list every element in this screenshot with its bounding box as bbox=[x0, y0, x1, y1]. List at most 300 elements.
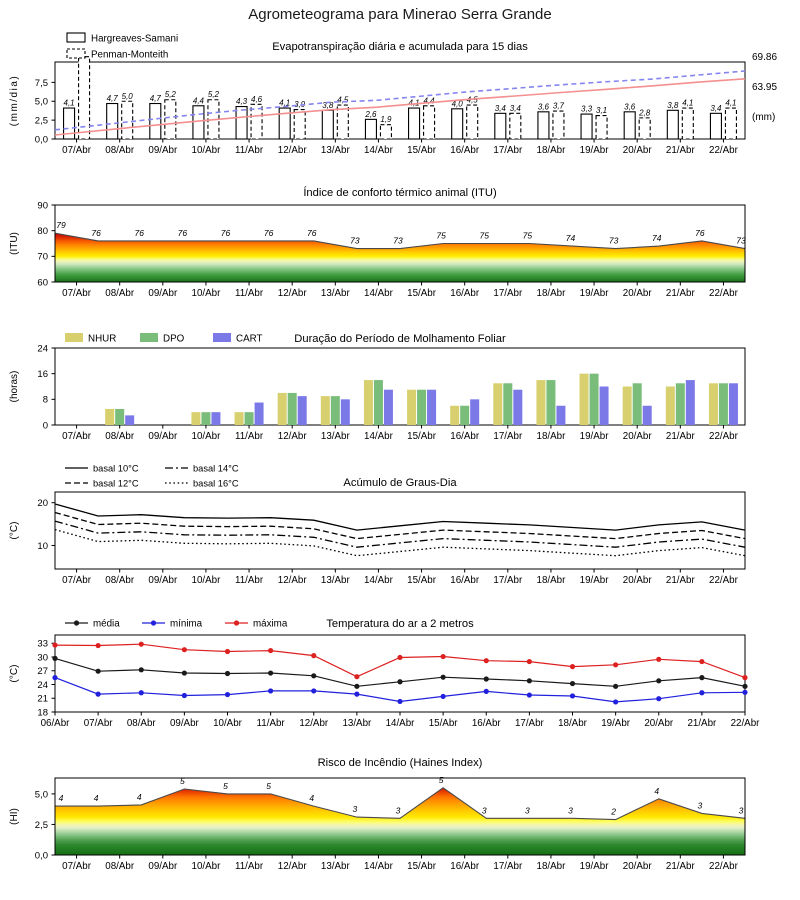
marker-mínima bbox=[225, 692, 230, 697]
point-value-label: 73 bbox=[350, 235, 360, 246]
marker-mínima bbox=[656, 696, 661, 701]
bar-dpo bbox=[331, 396, 340, 425]
point-value-label: 3 bbox=[395, 805, 401, 816]
x-tick-label: 14/Abr bbox=[364, 288, 393, 299]
bar-nhur bbox=[191, 412, 200, 425]
bar-hargreaves bbox=[236, 107, 247, 139]
point-value-label: 5 bbox=[266, 780, 271, 791]
y-tick-label: 0 bbox=[42, 420, 48, 432]
bar-hargreaves bbox=[452, 109, 463, 139]
bar-value-label: 5,0 bbox=[121, 91, 133, 101]
x-tick-label: 10/Abr bbox=[213, 718, 242, 729]
point-value-label: 76 bbox=[263, 227, 274, 238]
x-tick-label: 22/Abr bbox=[709, 431, 738, 442]
bar-value-label: 4,4 bbox=[192, 96, 204, 106]
y-tick-label: 30 bbox=[37, 652, 48, 664]
y-tick-label: 33 bbox=[37, 638, 48, 650]
bar-value-label: 5,2 bbox=[164, 90, 176, 100]
y-tick-label: 16 bbox=[37, 369, 48, 381]
point-value-label: 3 bbox=[481, 805, 487, 816]
chart-title: Acúmulo de Graus-Dia bbox=[343, 477, 457, 489]
x-tick-label: 10/Abr bbox=[191, 431, 221, 442]
marker-máxima bbox=[354, 674, 359, 679]
line-basal10C bbox=[55, 504, 745, 530]
bar-value-label: 4,1 bbox=[408, 98, 420, 108]
bar-cart bbox=[125, 415, 134, 425]
x-tick-label: 21/Abr bbox=[665, 145, 695, 156]
legend-label-basal: basal 16°C bbox=[193, 478, 239, 489]
marker-máxima bbox=[225, 649, 230, 654]
bar-penman bbox=[380, 125, 391, 139]
bar-cart bbox=[686, 380, 695, 425]
marker-máxima bbox=[527, 659, 532, 664]
marker-mínima bbox=[268, 688, 273, 693]
marker-mínima bbox=[311, 688, 316, 693]
chart-title: Risco de Incêndio (Haines Index) bbox=[317, 757, 483, 769]
bar-value-label: 4,7 bbox=[106, 94, 118, 104]
bar-cart bbox=[255, 403, 264, 425]
point-value-label: 76 bbox=[220, 227, 231, 238]
bar-dpo bbox=[374, 380, 383, 425]
x-tick-label: 21/Abr bbox=[687, 718, 717, 729]
x-tick-label: 15/Abr bbox=[407, 145, 436, 156]
x-tick-label: 15/Abr bbox=[407, 288, 436, 299]
x-tick-label: 07/Abr bbox=[62, 288, 91, 299]
bar-value-label: 4,4 bbox=[423, 96, 435, 106]
legend-label-basal: basal 14°C bbox=[193, 463, 239, 474]
bar-dpo bbox=[115, 409, 124, 425]
x-tick-label: 20/Abr bbox=[622, 861, 652, 872]
legend-label-basal: basal 10°C bbox=[93, 463, 139, 474]
marker-média bbox=[354, 684, 359, 689]
x-tick-label: 09/Abr bbox=[148, 575, 178, 586]
bar-cart bbox=[384, 390, 393, 425]
y-tick-label: 18 bbox=[37, 707, 48, 719]
bar-penman bbox=[725, 108, 736, 139]
chart-temp bbox=[9, 618, 760, 729]
y-axis-label: (HI) bbox=[9, 808, 20, 825]
line-basal14C bbox=[55, 521, 745, 547]
x-tick-label: 12/Abr bbox=[277, 145, 307, 156]
bar-value-label: 2,8 bbox=[639, 108, 651, 118]
y-tick-label: 5,0 bbox=[34, 789, 48, 801]
bar-nhur bbox=[709, 383, 718, 425]
bar-dpo bbox=[633, 383, 642, 425]
marker-média bbox=[742, 684, 747, 689]
marker-média bbox=[182, 670, 187, 675]
x-tick-label: 07/Abr bbox=[83, 718, 113, 729]
point-value-label: 75 bbox=[522, 230, 533, 241]
x-tick-label: 19/Abr bbox=[579, 431, 609, 442]
marker-média bbox=[441, 675, 446, 680]
x-tick-label: 08/Abr bbox=[105, 861, 135, 872]
point-value-label: 3 bbox=[738, 805, 744, 816]
x-tick-label: 13/Abr bbox=[320, 288, 350, 299]
bar-value-label: 5,2 bbox=[207, 90, 219, 100]
hargreaves-total-label: 63.95 bbox=[752, 82, 778, 93]
bar-hargreaves bbox=[667, 110, 678, 139]
point-value-label: 73 bbox=[393, 235, 403, 246]
x-tick-label: 21/Abr bbox=[665, 431, 695, 442]
bar-dpo bbox=[460, 406, 469, 425]
x-tick-label: 13/Abr bbox=[320, 575, 350, 586]
legend-label-basal: basal 12°C bbox=[93, 478, 139, 489]
x-tick-label: 08/Abr bbox=[105, 145, 135, 156]
x-tick-label: 09/Abr bbox=[148, 431, 178, 442]
marker-mínima bbox=[441, 694, 446, 699]
bar-nhur bbox=[364, 380, 373, 425]
chart-etp bbox=[9, 33, 777, 156]
x-tick-label: 08/Abr bbox=[105, 575, 135, 586]
bar-hargreaves bbox=[409, 108, 420, 139]
y-tick-label: 21 bbox=[37, 693, 48, 705]
y-tick-label: 24 bbox=[37, 343, 48, 355]
bar-penman bbox=[337, 105, 348, 139]
bar-value-label: 4,0 bbox=[451, 99, 463, 109]
marker-máxima bbox=[613, 662, 618, 667]
marker-mínima bbox=[96, 692, 101, 697]
point-value-label: 5 bbox=[223, 780, 228, 791]
x-tick-label: 17/Abr bbox=[493, 575, 523, 586]
bar-value-label: 4,1 bbox=[63, 98, 75, 108]
bar-nhur bbox=[235, 412, 244, 425]
point-value-label: 74 bbox=[652, 233, 662, 244]
bar-cart bbox=[600, 387, 609, 426]
bar-value-label: 3,1 bbox=[596, 106, 608, 116]
y-tick-label: 60 bbox=[37, 277, 48, 289]
y-axis-label: (ITU) bbox=[9, 232, 20, 255]
x-tick-label: 22/Abr bbox=[709, 145, 738, 156]
bar-value-label: 3,6 bbox=[624, 102, 636, 112]
y-tick-label: 80 bbox=[37, 226, 48, 238]
x-tick-label: 10/Abr bbox=[191, 575, 221, 586]
marker-mínima bbox=[570, 693, 575, 698]
chart-mol bbox=[9, 333, 745, 442]
point-value-label: 75 bbox=[479, 230, 489, 241]
x-tick-label: 14/Abr bbox=[364, 145, 393, 156]
marker-mínima bbox=[527, 692, 532, 697]
bar-cart bbox=[427, 390, 436, 425]
x-tick-label: 12/Abr bbox=[299, 718, 329, 729]
x-tick-label: 18/Abr bbox=[558, 718, 587, 729]
point-value-label: 4 bbox=[136, 791, 142, 802]
bar-nhur bbox=[536, 380, 545, 425]
point-value-label: 79 bbox=[56, 220, 66, 231]
legend-label-média: média bbox=[93, 618, 120, 630]
x-tick-label: 17/Abr bbox=[493, 288, 523, 299]
marker-média bbox=[527, 678, 532, 683]
bar-dpo bbox=[245, 412, 254, 425]
marker-média bbox=[268, 670, 273, 675]
x-tick-label: 11/Abr bbox=[234, 431, 264, 442]
bar-dpo bbox=[590, 374, 599, 425]
y-tick-label: 20 bbox=[37, 498, 48, 510]
marker-máxima bbox=[311, 653, 316, 658]
y-tick-label: 0,0 bbox=[34, 134, 48, 146]
x-tick-label: 11/Abr bbox=[256, 718, 285, 729]
x-tick-label: 07/Abr bbox=[62, 431, 91, 442]
bar-value-label: 3,3 bbox=[581, 104, 593, 114]
x-tick-label: 07/Abr bbox=[62, 145, 91, 156]
marker-máxima bbox=[182, 647, 187, 652]
bar-penman bbox=[553, 111, 564, 139]
y-tick-label: 2,5 bbox=[34, 115, 48, 127]
point-value-label: 4 bbox=[58, 793, 64, 804]
legend-label-nhur: NHUR bbox=[88, 333, 117, 345]
bar-cart bbox=[729, 383, 738, 425]
legend-label-máxima: máxima bbox=[253, 618, 288, 630]
bar-value-label: 3,7 bbox=[552, 101, 564, 111]
legend-swatch-hargreaves bbox=[67, 33, 85, 42]
x-tick-label: 16/Abr bbox=[450, 861, 480, 872]
x-tick-label: 09/Abr bbox=[148, 861, 178, 872]
marker-média bbox=[96, 669, 101, 674]
x-tick-label: 21/Abr bbox=[665, 575, 695, 586]
bar-value-label: 3,8 bbox=[667, 100, 679, 110]
x-tick-label: 20/Abr bbox=[622, 145, 652, 156]
bar-value-label: 3,9 bbox=[294, 100, 306, 110]
x-tick-label: 17/Abr bbox=[514, 718, 544, 729]
legend-label-mínima: mínima bbox=[170, 618, 203, 630]
bar-cart bbox=[470, 399, 479, 425]
x-tick-label: 11/Abr bbox=[234, 145, 264, 156]
point-value-label: 5 bbox=[438, 774, 444, 785]
bar-nhur bbox=[278, 393, 287, 425]
bar-penman bbox=[165, 100, 176, 139]
x-tick-label: 20/Abr bbox=[622, 288, 652, 299]
x-tick-label: 17/Abr bbox=[493, 431, 523, 442]
x-tick-label: 08/Abr bbox=[105, 288, 135, 299]
point-value-label: 76 bbox=[695, 227, 705, 238]
point-value-label: 3 bbox=[352, 804, 358, 815]
bar-dpo bbox=[503, 383, 512, 425]
unit-label: (mm) bbox=[752, 112, 776, 123]
bar-hargreaves bbox=[322, 110, 333, 139]
x-tick-label: 18/Abr bbox=[536, 861, 566, 872]
marker-mínima bbox=[484, 689, 489, 694]
point-value-label: 76 bbox=[91, 227, 101, 238]
x-tick-label: 18/Abr bbox=[536, 145, 566, 156]
bar-hargreaves bbox=[538, 112, 549, 139]
marker-média bbox=[311, 673, 316, 678]
x-tick-label: 16/Abr bbox=[450, 145, 480, 156]
bar-dpo bbox=[719, 383, 728, 425]
x-tick-label: 12/Abr bbox=[277, 861, 307, 872]
page-title: Agrometeograma para Minerao Serra Grande bbox=[248, 6, 552, 23]
bar-penman bbox=[122, 101, 133, 139]
marker-máxima bbox=[484, 658, 489, 663]
x-tick-label: 13/Abr bbox=[320, 431, 350, 442]
marker-mínima bbox=[182, 693, 187, 698]
point-value-label: 76 bbox=[134, 227, 144, 238]
bar-penman bbox=[596, 116, 607, 139]
legend-marker-máxima bbox=[234, 620, 239, 625]
marker-mínima bbox=[52, 675, 57, 680]
marker-mínima bbox=[699, 690, 704, 695]
bar-penman bbox=[424, 106, 435, 139]
x-tick-label: 22/Abr bbox=[709, 288, 738, 299]
bar-dpo bbox=[288, 393, 297, 425]
x-tick-label: 19/Abr bbox=[579, 145, 609, 156]
bar-penman bbox=[639, 118, 650, 139]
y-tick-label: 0,0 bbox=[34, 850, 48, 862]
x-tick-label: 18/Abr bbox=[536, 288, 566, 299]
bar-cart bbox=[513, 390, 522, 425]
point-value-label: 74 bbox=[565, 233, 576, 244]
bar-nhur bbox=[407, 390, 416, 425]
x-tick-label: 09/Abr bbox=[148, 288, 178, 299]
bar-value-label: 2,6 bbox=[365, 109, 377, 119]
x-tick-label: 16/Abr bbox=[450, 288, 480, 299]
bar-nhur bbox=[493, 383, 502, 425]
x-tick-label: 19/Abr bbox=[601, 718, 631, 729]
y-axis-label: (°C) bbox=[9, 664, 20, 683]
y-tick-label: 24 bbox=[37, 679, 48, 691]
hi-area bbox=[55, 785, 745, 855]
bar-dpo bbox=[201, 412, 210, 425]
x-tick-label: 18/Abr bbox=[536, 431, 566, 442]
x-tick-label: 15/Abr bbox=[428, 718, 458, 729]
bar-nhur bbox=[321, 396, 330, 425]
point-value-label: 5 bbox=[180, 776, 185, 786]
x-tick-label: 20/Abr bbox=[622, 575, 652, 586]
marker-máxima bbox=[397, 655, 402, 660]
point-value-label: 73 bbox=[736, 235, 746, 246]
point-value-label: 3 bbox=[568, 805, 573, 816]
chart-itu bbox=[9, 186, 746, 299]
point-value-label: 3 bbox=[525, 805, 530, 816]
marker-máxima bbox=[742, 675, 747, 680]
bar-penman bbox=[467, 105, 478, 139]
point-value-label: 4 bbox=[309, 793, 315, 804]
x-tick-label: 10/Abr bbox=[191, 861, 221, 872]
legend-swatch-nhur bbox=[65, 333, 83, 342]
x-tick-label: 16/Abr bbox=[471, 718, 501, 729]
marker-máxima bbox=[139, 642, 144, 647]
legend-label-dpo: DPO bbox=[163, 333, 185, 345]
x-tick-label: 12/Abr bbox=[277, 431, 307, 442]
bar-value-label: 3,4 bbox=[509, 103, 521, 113]
marker-média bbox=[139, 667, 144, 672]
x-tick-label: 11/Abr bbox=[234, 288, 264, 299]
x-tick-label: 07/Abr bbox=[62, 861, 91, 872]
point-value-label: 75 bbox=[436, 230, 446, 241]
x-tick-label: 17/Abr bbox=[493, 145, 523, 156]
bar-dpo bbox=[546, 380, 555, 425]
bar-hargreaves bbox=[365, 119, 376, 139]
bar-hargreaves bbox=[150, 104, 161, 139]
chart-title: Evapotranspiração diária e acumulada para 15 dias bbox=[272, 41, 528, 53]
x-tick-label: 21/Abr bbox=[665, 288, 695, 299]
legend-swatch-penman bbox=[67, 49, 85, 58]
x-tick-label: 19/Abr bbox=[579, 575, 609, 586]
bar-penman bbox=[294, 110, 305, 139]
x-tick-label: 13/Abr bbox=[320, 861, 350, 872]
bar-value-label: 3,4 bbox=[494, 103, 506, 113]
point-value-label: 2 bbox=[611, 806, 616, 817]
bar-value-label: 3,6 bbox=[537, 102, 549, 112]
marker-máxima bbox=[52, 642, 57, 647]
marker-mínima bbox=[613, 699, 618, 704]
legend-swatch-cart bbox=[213, 333, 231, 342]
marker-máxima bbox=[699, 659, 704, 664]
x-tick-label: 17/Abr bbox=[493, 861, 523, 872]
marker-média bbox=[397, 679, 402, 684]
bar-value-label: 4,5 bbox=[466, 95, 478, 105]
y-tick-label: 2,5 bbox=[34, 819, 48, 831]
x-tick-label: 07/Abr bbox=[62, 575, 91, 586]
marker-média bbox=[699, 675, 704, 680]
chart-gd bbox=[9, 464, 745, 587]
y-tick-label: 27 bbox=[37, 666, 48, 678]
legend-marker-mínima bbox=[151, 620, 156, 625]
x-tick-label: 21/Abr bbox=[665, 861, 695, 872]
marker-máxima bbox=[441, 654, 446, 659]
bar-value-label: 1,9 bbox=[380, 115, 392, 125]
bar-cart bbox=[341, 399, 350, 425]
chart-title: Índice de conforto térmico animal (ITU) bbox=[303, 187, 497, 199]
bar-value-label: 4,1 bbox=[725, 98, 737, 108]
x-tick-label: 22/Abr bbox=[709, 575, 738, 586]
y-tick-label: 10 bbox=[37, 540, 48, 552]
x-tick-label: 14/Abr bbox=[364, 431, 393, 442]
point-value-label: 73 bbox=[608, 235, 619, 246]
bar-nhur bbox=[450, 406, 459, 425]
bar-value-label: 3,4 bbox=[710, 103, 722, 113]
x-tick-label: 22/Abr bbox=[709, 861, 738, 872]
x-tick-label: 14/Abr bbox=[364, 575, 393, 586]
line-máxima bbox=[55, 644, 745, 677]
marker-média bbox=[570, 681, 575, 686]
marker-mínima bbox=[139, 690, 144, 695]
bar-cart bbox=[211, 412, 220, 425]
x-tick-label: 14/Abr bbox=[385, 718, 415, 729]
marker-média bbox=[225, 671, 230, 676]
marker-máxima bbox=[656, 657, 661, 662]
bar-value-label: 4,7 bbox=[149, 94, 161, 104]
plot-frame bbox=[55, 492, 745, 569]
marker-máxima bbox=[570, 664, 575, 669]
x-tick-label: 06/Abr bbox=[40, 718, 70, 729]
x-tick-label: 09/Abr bbox=[148, 145, 178, 156]
x-tick-label: 22/Abr bbox=[730, 718, 760, 729]
x-tick-label: 19/Abr bbox=[579, 861, 609, 872]
bar-dpo bbox=[676, 383, 685, 425]
chart-hi bbox=[9, 757, 745, 872]
bar-hargreaves bbox=[624, 112, 635, 139]
bar-value-label: 4,3 bbox=[236, 97, 248, 107]
marker-média bbox=[656, 678, 661, 683]
legend-swatch-dpo bbox=[140, 333, 158, 342]
point-value-label: 4 bbox=[654, 785, 660, 796]
bar-nhur bbox=[580, 374, 589, 425]
x-tick-label: 16/Abr bbox=[450, 431, 480, 442]
bar-value-label: 4,1 bbox=[279, 98, 291, 108]
marker-média bbox=[52, 656, 57, 661]
bar-cart bbox=[643, 406, 652, 425]
y-axis-label: (mm/dia) bbox=[9, 74, 20, 127]
bar-hargreaves bbox=[107, 104, 118, 139]
x-tick-label: 20/Abr bbox=[622, 431, 652, 442]
legend-marker-média bbox=[74, 620, 79, 625]
x-tick-label: 11/Abr bbox=[234, 861, 264, 872]
bar-cart bbox=[556, 406, 565, 425]
penman-total-label: 69.86 bbox=[752, 52, 778, 63]
y-axis-label: (horas) bbox=[9, 370, 20, 403]
bar-nhur bbox=[623, 387, 632, 426]
x-tick-label: 20/Abr bbox=[644, 718, 674, 729]
marker-máxima bbox=[96, 643, 101, 648]
